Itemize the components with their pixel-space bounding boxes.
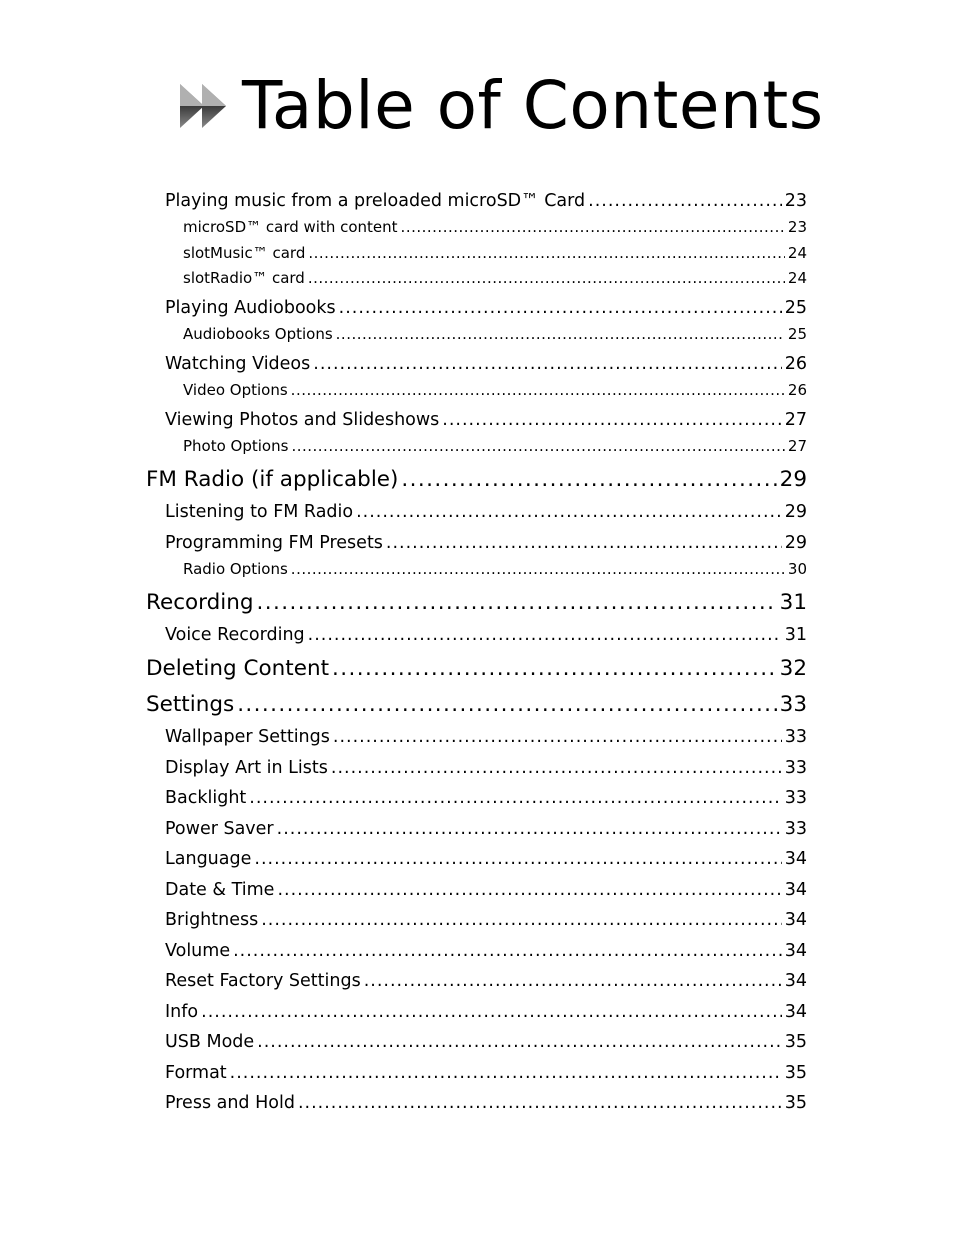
toc-dot-leader — [237, 690, 776, 720]
toc-dot-leader — [257, 1030, 782, 1054]
toc-entry[interactable] — [165, 878, 807, 902]
toc-page-number: 24 — [787, 269, 807, 287]
toc-dot-leader — [339, 296, 782, 320]
toc-entry-label: Deleting Content — [146, 656, 330, 681]
toc-entry-label: Language — [165, 849, 252, 869]
toc-entry-label: Audiobooks Options — [183, 325, 333, 343]
toc-page-number: 35 — [784, 1032, 807, 1052]
toc-page-number: 30 — [787, 560, 807, 578]
toc-entry-label: Video Options — [183, 381, 288, 399]
toc-dot-leader — [233, 939, 782, 963]
toc-entry[interactable] — [165, 1061, 807, 1085]
toc-entry[interactable] — [165, 1030, 807, 1054]
toc-entry-label: microSD™ card with content — [183, 218, 398, 236]
toc-entry[interactable] — [146, 654, 807, 684]
toc-entry-label: USB Mode — [165, 1032, 255, 1052]
toc-dot-leader — [401, 465, 776, 495]
toc-entry-label: Backlight — [165, 788, 247, 808]
toc-page-number: 34 — [784, 941, 807, 961]
toc-entry[interactable] — [165, 500, 807, 524]
toc-dot-leader — [356, 500, 782, 524]
toc-entry-label: Viewing Photos and Slideshows — [165, 410, 440, 430]
toc-entry[interactable] — [165, 531, 807, 555]
toc-entry-label: Format — [165, 1063, 227, 1083]
toc-entry[interactable] — [183, 436, 807, 457]
toc-dot-leader — [291, 559, 785, 580]
toc-dot-leader — [291, 380, 785, 401]
toc-dot-leader — [291, 436, 784, 457]
toc-entry[interactable] — [165, 623, 807, 647]
toc-entry[interactable] — [146, 588, 807, 618]
toc-dot-leader — [331, 756, 782, 780]
toc-dot-leader — [336, 324, 785, 345]
toc-entry-label: Power Saver — [165, 819, 274, 839]
toc-entry[interactable] — [146, 465, 807, 495]
toc-entry[interactable] — [165, 189, 807, 213]
toc-dot-leader — [442, 408, 781, 432]
toc-page-number: 33 — [784, 758, 807, 778]
toc-page-number: 29 — [784, 502, 807, 522]
toc-page-number: 29 — [779, 467, 807, 492]
toc-page-number: 29 — [784, 533, 807, 553]
toc-entry[interactable] — [165, 969, 807, 993]
toc-entry[interactable] — [183, 268, 807, 289]
toc-entry-label: Radio Options — [183, 560, 288, 578]
toc-entry-label: Voice Recording — [165, 625, 305, 645]
toc-dot-leader — [201, 1000, 782, 1024]
toc-entry[interactable] — [183, 324, 807, 345]
toc-page-number: 24 — [787, 244, 807, 262]
toc-dot-leader — [364, 969, 782, 993]
toc-page-number: 23 — [784, 191, 807, 211]
toc-page-number: 25 — [784, 298, 807, 318]
toc-entry-label: slotRadio™ card — [183, 269, 305, 287]
toc-entry-label: Settings — [146, 692, 235, 717]
toc-page-number: 33 — [779, 692, 807, 717]
toc-entry-label: FM Radio (if applicable) — [146, 467, 399, 492]
toc-entry-label: Recording — [146, 590, 254, 615]
toc-page-number: 26 — [787, 381, 807, 399]
toc-entry-label: Playing music from a preloaded microSD™ Card — [165, 191, 586, 211]
toc-dot-leader — [298, 1091, 782, 1115]
toc-dot-leader — [277, 817, 782, 841]
toc-entry-label: Info — [165, 1002, 199, 1022]
toc-page-number: 35 — [784, 1093, 807, 1113]
toc-page-number: 34 — [784, 910, 807, 930]
toc-entry[interactable] — [165, 352, 807, 376]
toc-page-number: 27 — [784, 410, 807, 430]
toc-page-number: 23 — [787, 218, 807, 236]
toc-page-number: 32 — [779, 656, 807, 681]
toc-page-number: 25 — [787, 325, 807, 343]
toc-page-number: 33 — [784, 727, 807, 747]
toc-entry-label: Volume — [165, 941, 231, 961]
toc-entry-label: Wallpaper Settings — [165, 727, 330, 747]
toc-dot-leader — [588, 189, 782, 213]
toc-entry-label: slotMusic™ card — [183, 244, 306, 262]
toc-entry-label: Date & Time — [165, 880, 275, 900]
toc-dot-leader — [254, 847, 781, 871]
toc-page-number: 35 — [784, 1063, 807, 1083]
toc-dot-leader — [313, 352, 781, 376]
toc-page-number: 34 — [784, 1002, 807, 1022]
toc-entry-label: Programming FM Presets — [165, 533, 383, 553]
toc-page-number: 26 — [784, 354, 807, 374]
toc-page-number: 31 — [784, 625, 807, 645]
toc-entry[interactable] — [165, 817, 807, 841]
toc-dot-leader — [257, 588, 777, 618]
toc-page-number: 27 — [787, 437, 807, 455]
toc-page-number: 33 — [784, 819, 807, 839]
toc-entry[interactable] — [165, 1000, 807, 1024]
toc-entry[interactable] — [183, 380, 807, 401]
toc-dot-leader — [308, 268, 785, 289]
toc-entry[interactable] — [165, 786, 807, 810]
toc-entry-label: Brightness — [165, 910, 259, 930]
toc-entry-label: Playing Audiobooks — [165, 298, 336, 318]
toc-dot-leader — [277, 878, 781, 902]
toc-entry-label: Photo Options — [183, 437, 289, 455]
toc-entry[interactable] — [183, 217, 807, 238]
toc-entry-label: Listening to FM Radio — [165, 502, 354, 522]
toc-entry-label: Reset Factory Settings — [165, 971, 361, 991]
toc-page-number: 34 — [784, 880, 807, 900]
toc-entry[interactable] — [183, 243, 807, 264]
toc-entry[interactable] — [165, 296, 807, 320]
toc-dot-leader — [261, 908, 782, 932]
page-title: Table of Contents — [242, 67, 824, 144]
toc-entry[interactable] — [165, 408, 807, 432]
toc-dot-leader — [308, 243, 785, 264]
toc-page-number: 34 — [784, 971, 807, 991]
toc-dot-leader — [249, 786, 781, 810]
toc-entry[interactable] — [146, 690, 807, 720]
toc-entry[interactable] — [165, 939, 807, 963]
toc-dot-leader — [401, 217, 785, 238]
toc-dot-leader — [386, 531, 782, 555]
toc-entry[interactable] — [165, 847, 807, 871]
toc-page-number: 31 — [779, 590, 807, 615]
toc-page-number: 33 — [784, 788, 807, 808]
toc-entry[interactable] — [183, 559, 807, 580]
toc-entry[interactable] — [165, 756, 807, 780]
toc-dot-leader — [333, 725, 782, 749]
toc-dot-leader — [308, 623, 782, 647]
toc-entry-label: Press and Hold — [165, 1093, 295, 1113]
toc-entry[interactable] — [165, 908, 807, 932]
toc-entry[interactable] — [165, 1091, 807, 1115]
toc-dot-leader — [230, 1061, 782, 1085]
toc-entry[interactable] — [165, 725, 807, 749]
toc-entry-label: Display Art in Lists — [165, 758, 328, 778]
toc-dot-leader — [332, 654, 777, 684]
toc-entry-label: Watching Videos — [165, 354, 311, 374]
toc-page-number: 34 — [784, 849, 807, 869]
